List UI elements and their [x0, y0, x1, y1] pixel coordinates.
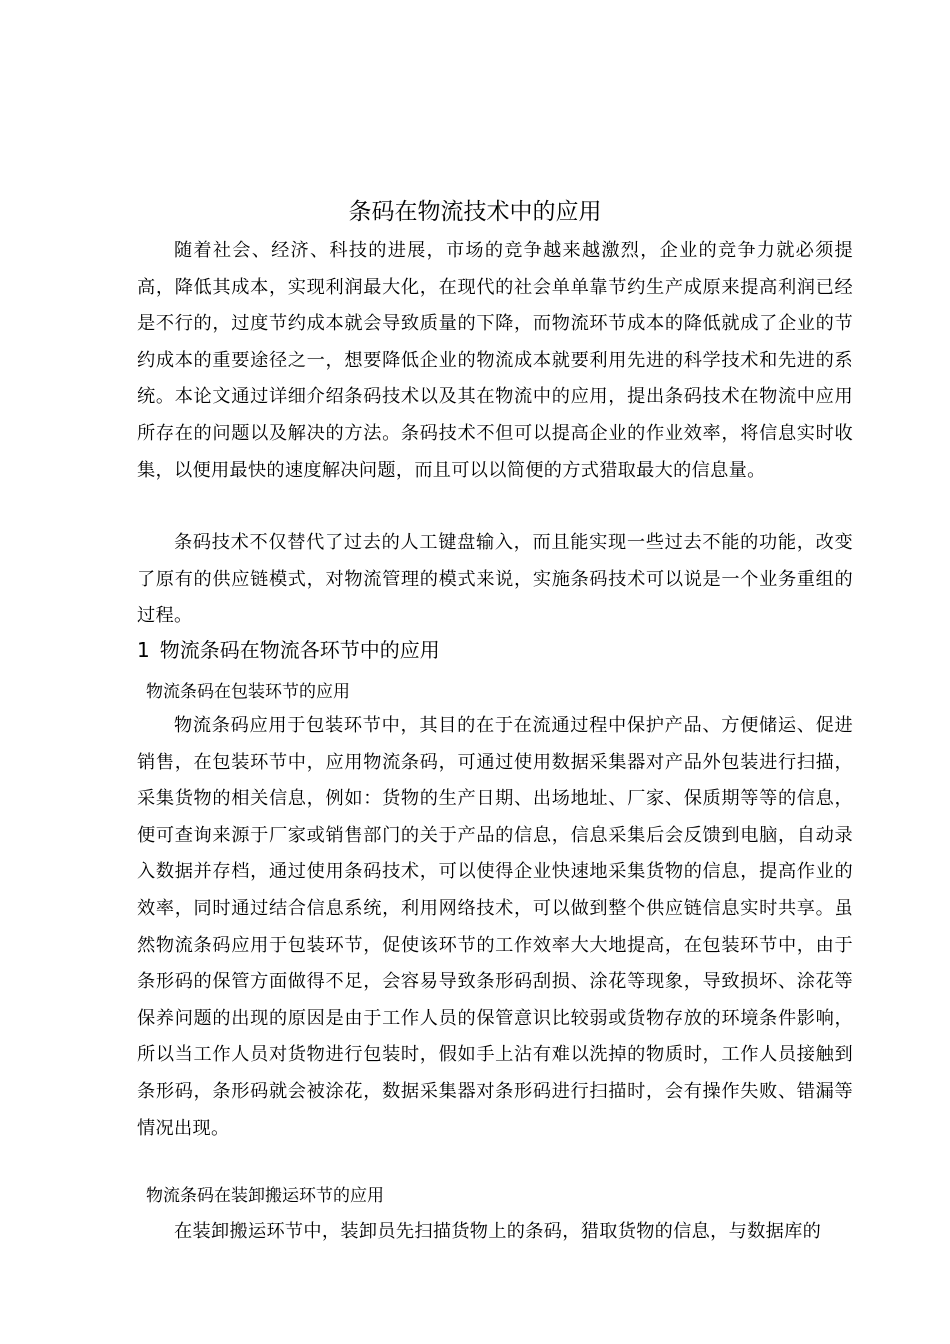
intro-paragraph-2: 条码技术不仅替代了过去的人工键盘输入，而且能实现一些过去不能的功能，改变了原有的供应链模式，对物流管理的模式来说，实施条码技术可以说是一个业务重组的过程。: [137, 532, 853, 627]
subsection-packaging-paragraph: 物流条码应用于包装环节中，其目的在于在流通过程中保护产品、方便储运、促进销售，在包装环节中，应用物流条码，可通过使用数据采集器对产品外包装进行扫描，采集货物的相关信息，例如：货物的生产日期、出场地址、厂家、保质期等等的信息，便可查询来源于厂家或销售部门的关于产品的信息，信息采集后会反馈到电脑，自动录入数据并存档，通过使用条码技术，可以使得企业快速地采集货物的信息，提高作业的效率，同时通过结合信息系统，利用网络技术，可以做到整个供应链信息实时共享。虽然物流条码应用于包装环节，促使该环节的工作效率大大地提高，在包装环节中，由于条形码的保管方面做得不足，会容易导致条形码刮损、涂花等现象，导致损坏、涂花等保养问题的出现的原因是由于工作人员的保管意识比较弱或货物存放的环境条件影响，所以当工作人员对货物进行包装时，假如手上沾有难以洗掉的物质时，工作人员接触到条形码，条形码就会被涂花，数据采集器对条形码进行扫描时，会有操作失败、错漏等情况出现。: [137, 715, 853, 1139]
section-1-number: 1: [137, 638, 150, 662]
intro-paragraph-1: 随着社会、经济、科技的进展，市场的竞争越来越激烈，企业的竞争力就必须提高，降低其成本，实现利润最大化，在现代的社会单单靠节约生产成原来提高利润已经是不行的，过度节约成本就会导致质量的下降，而物流环节成本的降低就成了企业的节约成本的重要途径之一，想要降低企业的物流成本就要利用先进的科学技术和先进的系统。本论文通过详细介绍条码技术以及其在物流中的应用，提出条码技术在物流中应用所存在的问题以及解决的方法。条码技术不但可以提高企业的作业效率，将信息实时收集，以便用最快的速度解决问题，而且可以以简便的方式猎取最大的信息量。: [137, 240, 853, 481]
subsection-loading-paragraph: 在装卸搬运环节中，装卸员先扫描货物上的条码，猎取货物的信息，与数据库的: [174, 1221, 822, 1242]
subsection-loading-heading: 物流条码在装卸搬运环节的应用: [146, 1186, 384, 1206]
section-1-title: 物流条码在物流各环节中的应用: [159, 638, 440, 662]
section-1-heading: [137, 634, 440, 666]
document-title: 条码在物流技术中的应用: [348, 199, 602, 225]
subsection-packaging-heading: 物流条码在包装环节的应用: [146, 682, 350, 702]
